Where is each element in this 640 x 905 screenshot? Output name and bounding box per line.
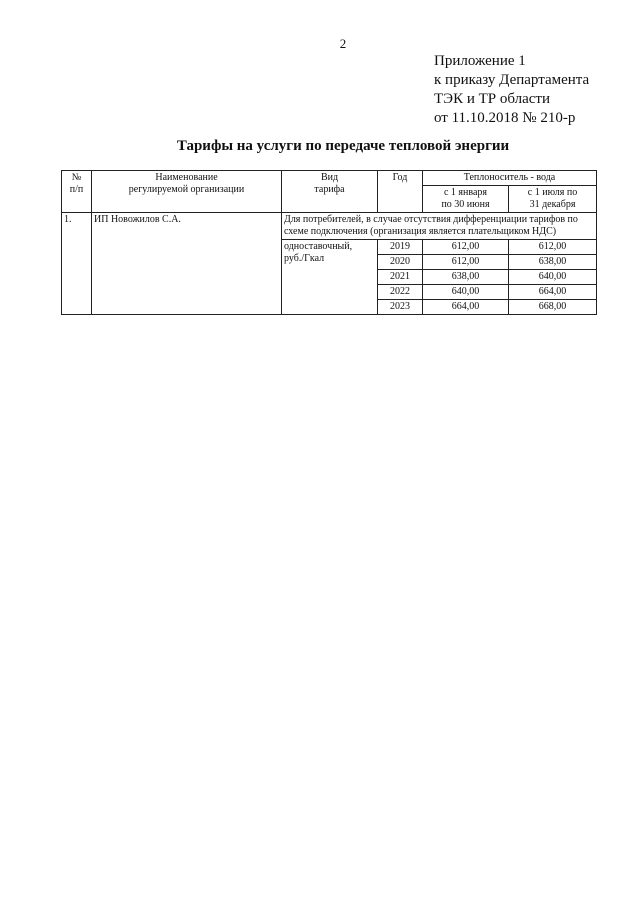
document-title: Тарифы на услуги по передаче тепловой энергии <box>176 138 510 154</box>
table-header-row <box>62 171 597 186</box>
table-row <box>62 213 597 240</box>
header-period-1: с 1 января по 30 июня <box>423 186 509 213</box>
tariff-table <box>61 170 597 315</box>
header-carrier: Теплоноситель - вода <box>423 171 597 186</box>
cell-h1: 612,00 <box>423 240 509 255</box>
row-org: ИП Новожилов С.А. <box>92 213 282 315</box>
row-note: Для потребителей, в случае отсутствия дифференциации тарифов по схеме подключения (организация является плательщиком НДС) <box>282 213 597 240</box>
appendix-line: к приказу Департамента <box>434 72 590 88</box>
cell-h1: 640,00 <box>423 285 509 300</box>
appendix-line: ТЭК и ТР области <box>434 91 550 107</box>
appendix-line: от 11.10.2018 № 210-р <box>434 110 576 126</box>
row-tariff-type: одноставочный, руб./Гкал <box>282 240 378 315</box>
cell-year: 2023 <box>378 300 423 315</box>
cell-h2: 664,00 <box>509 285 597 300</box>
header-period-2: с 1 июля по 31 декабря <box>509 186 597 213</box>
header-org: Наименование регулируемой организации <box>92 171 282 213</box>
appendix-line: Приложение 1 <box>434 53 526 69</box>
cell-h1: 612,00 <box>423 255 509 270</box>
header-num: № п/п <box>62 171 92 213</box>
cell-year: 2020 <box>378 255 423 270</box>
header-tariff-type: Вид тарифа <box>282 171 378 213</box>
cell-h2: 668,00 <box>509 300 597 315</box>
cell-h1: 638,00 <box>423 270 509 285</box>
cell-h2: 638,00 <box>509 255 597 270</box>
cell-year: 2019 <box>378 240 423 255</box>
cell-year: 2021 <box>378 270 423 285</box>
cell-year: 2022 <box>378 285 423 300</box>
cell-h1: 664,00 <box>423 300 509 315</box>
cell-h2: 612,00 <box>509 240 597 255</box>
page-number: 2 <box>339 36 347 51</box>
header-year: Год <box>378 171 423 213</box>
appendix-block <box>434 52 589 128</box>
row-num: 1. <box>62 213 92 315</box>
cell-h2: 640,00 <box>509 270 597 285</box>
